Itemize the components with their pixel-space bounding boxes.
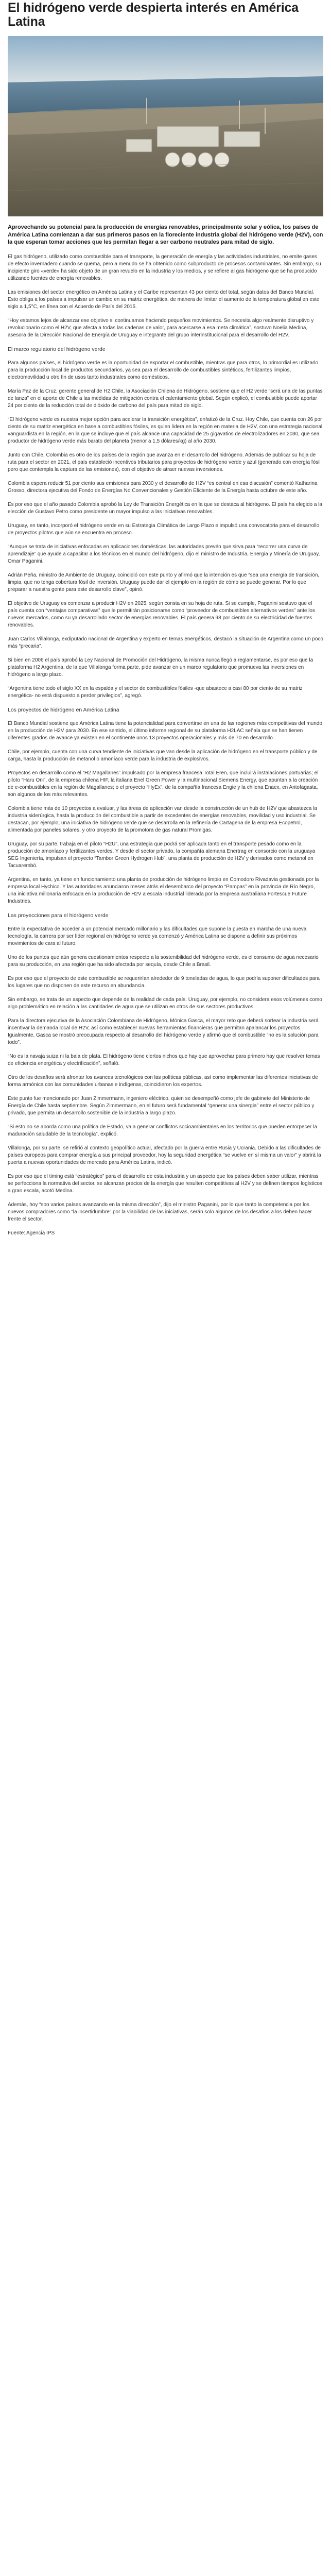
paragraph: Este punto fue mencionado por Juan Zimmermann, ingeniero eléctrico, quien se desempeñó como jefe de gabinete del Ministerio de Energía de Chile hasta septiembre. Según Zimmermann, en el futuro será fundamental “generar una sinergia” entre el sector público y privado, que permita un desarrollo sostenible de la industria a largo plazo. — [8, 1095, 315, 1116]
paragraph: Es por eso que el timing está “estratégico” para el desarrollo de esta industria y un aspecto que los países deben saber utilizar, mientras se perfecciona la normativa del sector, se alcanzan precios de la energía que resulten competitivas al H2V y se definen tiempos logísticos a gran escala, acotó Medina. — [8, 1173, 322, 1194]
hero-photo-illustration — [8, 36, 323, 216]
paragraph: “Si esto no se aborda como una política de Estado, va a generar conflictos socioambientales en los territorios que pueden entorpecer la maduración saludable de la tecnología”, explicó. — [8, 1124, 317, 1137]
paragraph: Sin embargo, se trata de un aspecto que depende de la realidad de cada país. Uruguay, por ejemplo, no considera esos volúmenes como algo problemático en relación a las cantidades de agua que se utilizan en otros de sus sectores productivos. — [8, 996, 322, 1010]
paragraph: Uruguay, por su parte, trabaja en el piloto “H2U”, una estrategia que podrá ser aplicada tanto en el transporte pesado como en la producción de amoníaco y fertilizantes verdes. Y desde el sector privado, la compañía alemana Enertrag en consorcio con la uruguaya SEG Ingeniería, impulsan el proyecto “Tambor Green Hydrogen Hub”, una planta de producción de H2V y derivados como metanol en Tacuarembó. — [8, 841, 316, 869]
paragraph: Juan Carlos Villalonga, exdiputado nacional de Argentina y experto en temas energéticos, destacó la situación de Argentina como un poco más “precaria”. — [8, 636, 323, 649]
paragraph: “El hidrógeno verde es nuestra mejor opción para acelerar la transición energética”, enfatizó de la Cruz. Hoy Chile, que cuenta con 26 por ciento de su matriz energética en base a combustibles fósiles, es quien lidera en la región en materia de H2V, con una estrategia nacional vanguardista en la región, en la que se incluye que el país alcance una capacidad de 25 gigavatios de electrolizadores en 2030, que sea productor de hidrógeno verde más barato del planeta (menor a 1,5 dólares/kg) al año 2030. — [8, 416, 323, 444]
paragraph: “Argentina tiene todo el siglo XX en la espalda y el sector de combustibles fósiles -que abastece a casi 80 por ciento de su matriz energética- no está dispuesto a perder privilegios”, agregó. — [8, 685, 303, 699]
paragraph: El Banco Mundial sostiene que América Latina tiene la potencialidad para convertirse en una de las regiones más competitivas del mundo en la producción de H2V para 2030. En ese sentido, el último informe regional de su plataforma H2LAC señala que se han tienen diferentes grados de avance ya existen en el continente unos 13 proyectos operacionales y más de 70 en desarrollo. — [8, 720, 322, 741]
paragraph: Villalonga, por su parte, se refirió al contexto geopolítico actual, afectado por la guerra entre Rusia y Ucrania. Debido a las dificultades de países europeos para comprar energía a sus principal proveedor, hoy la seguridad energética “se vuelve en sí misma un valor” y abrirá la puerta a nuevas oportunidades de mercado para América Latina, indicó. — [8, 1145, 321, 1165]
section-heading: Los proyectos de hidrógeno en América Latina — [8, 706, 119, 713]
paragraph: Entre la expectativa de acceder a un potencial mercado millonario y las dificultades que supone la puesta en marcha de una nueva tecnología, la carrera por ser líder regional en hidrógeno verde ya comenzó y América Latina se dispone a definir sus próximos movimientos de cara al futuro. — [8, 926, 307, 946]
paragraph: María Paz de la Cruz, gerente general de H2 Chile, la Asociación Chilena de Hidrógeno, sostiene que el H2 verde “será una de las puntas de lanza” en el aporte de Chile a las medidas de mitigación contra el calentamiento global. Según explicó, el combustible puede aportar 24 por ciento de la reducción total de dióxido de carbono del país para mitad de siglo. — [8, 388, 323, 409]
paragraph: Uno de los puntos que aún genera cuestionamientos respecto a la sostenibilidad del hidrógeno verde, es el consumo de agua necesario para su producción, en una región que ha sido afectada por sequía, desde Chile a Brasil. — [8, 954, 319, 968]
paragraph: El gas hidrógeno, utilizado como combustible para el transporte, la generación de energía y las actividades industriales, no emite gases de efecto invernadero cuando se quema, pero a menudo se ha obtenido como subproducto de procesos contaminantes. Sin embargo, su incipiente giro «verde» ha sido objeto de un gran revuelo en la industria y los medios, y se refiere al gas hidrógeno que se ha producido utilizando fuentes de energía renovables. — [8, 253, 321, 281]
paragraph: “Aunque se trata de iniciativas enfocadas en aplicaciones domésticas, las autoridades prevén que sirva para “recorrer una curva de aprendizaje” que ayude a capacitar a los técnicos en el mundo del hidrógeno, dijo el ministro de Industria, Energía y Minería de Uruguay, Omar Paganini. — [8, 544, 320, 564]
paragraph: Es por eso que el año pasado Colombia aprobó la Ley de Transición Energética en la que se destaca al hidrógeno. El país ha elegido a la elección de Gustavo Petro como presidente un mayor impulso a las iniciativas renovables. — [8, 501, 322, 515]
paragraph: Chile, por ejemplo, cuenta con una curva tendiente de iniciativas que van desde la aplicación de hidrógeno en el transporte público y de carga, hasta la producción de metanol o amoníaco verde para la industria de explosivos. — [8, 749, 318, 762]
paragraph: Proyectos en desarrollo como el “H2 Magallanes” impulsado por la empresa francesa Total Eren, que incluirá instalaciones portuarias; el piloto “Haru Oni”, de la empresa chilena HIF, la italiana Enel Green Power y la multinacional Siemens Energy, que apuntan a la creación de e-combustibles en la región de Magallanes; o el proyecto “HyEx”, de la compañía francesa Engie y la chilena Enaex, en Antofagasta, son algunos de los más relevantes. — [8, 770, 319, 798]
paragraph: Si bien en 2006 el país aprobó la Ley Nacional de Promoción del Hidrógeno, la misma nunca llegó a reglamentarse, es por eso que la plataforma H2 Argentina, de la que Villalonga forma parte, pide avanzar en un marco regulatorio que promueva las inversiones en hidrógeno a largo plazo. — [8, 657, 313, 677]
paragraph: Las emisiones del sector energético en América Latina y el Caribe representan 43 por ciento del total, según datos del Banco Mundial. Esto obliga a los países a impulsar un cambio en su matriz energética, de manera de limitar el aumento de la temperatura global en este siglo a 1,5°C, en línea con el Acuerdo de París del 2015. — [8, 289, 320, 310]
paragraph: Junto con Chile, Colombia es otro de los países de la región que avanza en el desarrollo del hidrógeno. Además de publicar su hoja de ruta para el sector en 2021, el país estableció incentivos tributarios para proyectos de hidrógeno verde y azul (generado con energía fósil pero que contempla la captura de las emisiones), con el objetivo de atraer nuevas inversiones. — [8, 452, 321, 472]
paragraph: Colombia espera reducir 51 por ciento sus emisiones para 2030 y el desarrollo de H2V “es central en esa discusión” comentó Katharina Grosso, directora ejecutiva del Fondo de Energías No Convencionales y Gestión Eficiente de la Energía hasta octubre de este año. — [8, 480, 318, 494]
paragraph: Otro de los desafíos será afrontar los avances tecnológicos con las políticas públicas, así como implementar las diferentes iniciativas de forma armónica con las comunidades urbanas e indígenas, coincidieron los expertos. — [8, 1074, 318, 1088]
paragraph: “Hoy estamos lejos de alcanzar ese objetivo si continuamos haciendo pequeños movimientos. Se necesita algo realmente disruptivo y revolucionario como el H2V, que afecta a todas las cadenas de valor, para acercarse a esa meta climática”, sostuvo Noelia Medina, asesora de la Dirección Nacional de Energía de Uruguay e integrante del grupo interinstitucional para el desarrollo del H2V. — [8, 317, 314, 338]
hero-image — [8, 36, 323, 216]
paragraph: Para algunos países, el hidrógeno verde es la oportunidad de exportar el combustible, mientras que para otros, lo primordial es utilizarlo para la producción local de productos secundarios, ya sea para el desarrollo de combustibles sintéticos, fertilizantes limpios, electromovilidad u otro fin de usos tanto industriales como domésticos. — [8, 360, 319, 380]
paragraph: Argentina, en tanto, ya tiene en funcionamiento una planta de producción de hidrógeno limpio en Comodoro Rivadavia gestionada por la empresa local Hychico. Y las autoridades anunciaron meses atrás el desembarco del proyecto “Pampas” en la provincia de Río Negro, una iniciativa millonaria enfocada en la producción de H2V a escala industrial liderada por la empresa australiana Fortescue Future Industries. — [8, 876, 319, 904]
paragraph: Es por eso que el proyecto de este combustible se requerirían alrededor de 9 toneladas de agua, lo que podría suponer dificultades para los lugares que no disponen de este recurso en abundancia. — [8, 975, 320, 989]
paragraph: “No es la navaja suiza ni la bala de plata. El hidrógeno tiene ciertos nichos que hay que aprovechar para primero hay que resolver temas de eficiencia energética y electrificación”, señaló. — [8, 1053, 320, 1066]
article-title: El hidrógeno verde despierta interés en América Latina — [8, 1, 299, 29]
paragraph: Para la directora ejecutiva de la Asociación Colombiana de Hidrógeno, Mónica Gasca, el mayor reto que deberá sortear la industria será incentivar la demanda local de H2V, así como establecer nuevas herramientas financieras que permitan apalancar los proyectos. Igualmente, Gasca se mostró preocupada respecto al desarrollo del hidrógeno verde y afirmó que el combustible “no es la solución para todo”. — [8, 1018, 319, 1045]
paragraph: Adrián Peña, ministro de Ambiente de Uruguay, coincidió con este punto y afirmó que la intención es que “sea una energía de transición, limpia, que no tenga cobertura fósil de inversión. Uruguay puede dar el ejemplo en la región de cómo se puede generar. Por lo que preparar a nuestra gente para este desarrollo clave”, opinó. — [8, 572, 320, 592]
paragraph: Además, hoy “son varios países avanzando en la misma dirección”, dijo el ministro Paganini, por lo que tanto la competencia por los nuevos compradores como “la incertidumbre” por la viabilidad de las iniciativas, serán solo algunos de los desafíos a los deben hacer frente el sector. — [8, 1201, 312, 1222]
paragraph: El objetivo de Uruguay es comenzar a producir H2V en 2025, según consta en su hoja de ruta. Si se cumple, Paganini sostuvo que el país cuenta con “ventajas comparativas” que le permitirán posicionarse como “proveedor de combustibles alternativos verdes” ante los nuevos mercados, como su ya desarrollado sector de energías renovables. El país genera 98 por ciento de su electricidad de fuentes renovables. — [8, 600, 315, 628]
article-lead: Aprovechando su potencial para la producción de energías renovables, principalmente solar y eólica, los países de América Latina comienzan a dar sus primeros pasos en la floreciente industria global del hidrógeno verde (H2V), con la que esperan tomar acciones que les permitan llegar a ser carbono neutrales para mitad de siglo. — [8, 224, 323, 245]
section-heading: El marco regulatorio del hidrógeno verde — [8, 346, 106, 352]
section-heading: Las proyecciones para el hidrógeno verde — [8, 912, 109, 919]
paragraph: Colombia tiene más de 10 proyectos a evaluar, y las áreas de aplicación van desde la construcción de un hub de H2V que abastezca la industria siderúrgica, hasta la producción del combustible a partir de excedentes de energías renovables, movilidad y uso industrial. Se destacan, por ejemplo, una iniciativa de hidrógeno verde que se desarrolla en la refinería de Cartagena de la empresa Ecopetrol, alimentada por paneles solares, y otro proyecto de la promotora de gas natural Promigas. — [8, 805, 317, 833]
article-source: Fuente: Agencia IPS — [8, 1230, 55, 1236]
paragraph: Uruguay, en tanto, incorporó el hidrógeno verde en su Estrategia Climática de Largo Plazo e impulsó una convocatoria para el desarrollo de proyectos pilotos que aún se encuentra en proceso. — [8, 522, 320, 536]
article — [0, 1, 331, 1252]
